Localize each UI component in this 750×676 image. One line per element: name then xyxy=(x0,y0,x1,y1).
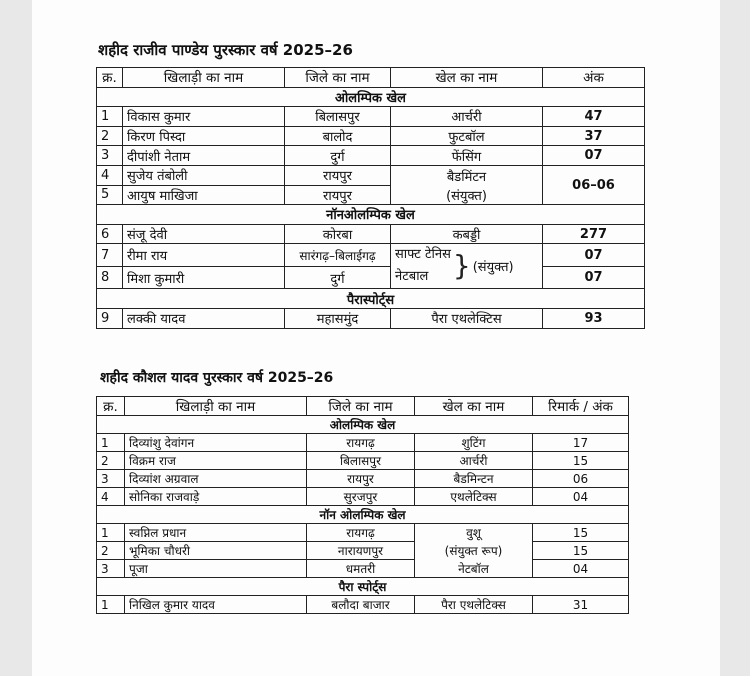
header-row xyxy=(97,397,629,416)
row-sport: बैडमिंटन xyxy=(391,165,543,185)
row-name: दिव्यांश अग्रवाल xyxy=(125,470,307,488)
row-district: धमतरी xyxy=(307,560,415,578)
col-header-name: खिलाड़ी का नाम xyxy=(123,68,285,88)
row-sn: 1 xyxy=(97,596,125,614)
row-sn: 1 xyxy=(97,434,125,452)
row-name: निखिल कुमार यादव xyxy=(125,596,307,614)
row-sn: 1 xyxy=(97,107,123,127)
row-sport: नेटबॉल xyxy=(415,560,533,578)
section-olympic: ओलम्पिक खेल xyxy=(97,87,645,107)
row-sport: वुशू xyxy=(415,524,533,542)
col-header-sn: क्र. xyxy=(97,68,123,88)
award1-title: शहीद राजीव पाण्डेय पुरस्कार वर्ष 2025–26 xyxy=(98,41,353,59)
row-name: सुजेय तंबोली xyxy=(123,165,285,185)
row-district: रायपुर xyxy=(285,165,391,185)
row-sn: 4 xyxy=(97,165,123,185)
row-score: 93 xyxy=(543,308,645,328)
row-name: दिव्यांशु देवांगन xyxy=(125,434,307,452)
row-score: 15 xyxy=(533,452,629,470)
row-sn: 2 xyxy=(97,452,125,470)
row-sport: आर्चरी xyxy=(391,107,543,127)
row-name: पूजा xyxy=(125,560,307,578)
row-name: सोनिका राजवाड़े xyxy=(125,488,307,506)
table-row xyxy=(97,524,629,542)
row-name: भूमिका चौधरी xyxy=(125,542,307,560)
row-name: दीपांशी नेताम xyxy=(123,146,285,166)
row-score: 31 xyxy=(533,596,629,614)
row-district: रायगढ़ xyxy=(307,434,415,452)
section-non-olympic: नॉनओलम्पिक खेल xyxy=(97,205,645,225)
section-non-olympic: नॉन ओलम्पिक खेल xyxy=(97,506,629,524)
row-sport: कबड्डी xyxy=(391,224,543,244)
table-row xyxy=(97,224,645,244)
row-sn: 6 xyxy=(97,224,123,244)
row-score: 277 xyxy=(543,224,645,244)
row-sport: (संयुक्त) xyxy=(391,185,543,205)
table-row xyxy=(97,560,629,578)
table-row xyxy=(97,146,645,166)
table-row xyxy=(97,452,629,470)
table-row xyxy=(97,542,629,560)
row-sn: 3 xyxy=(97,470,125,488)
joint-sport-cell xyxy=(391,244,543,289)
row-district: बिलासपुर xyxy=(285,107,391,127)
award1-table xyxy=(96,67,645,329)
section-para: पैरा स्पोर्ट्स xyxy=(97,578,629,596)
brace-icon: } xyxy=(452,249,471,283)
row-district: नारायणपुर xyxy=(307,542,415,560)
row-name: स्वप्निल प्रधान xyxy=(125,524,307,542)
row-sport: पैरा एथलेटिक्स xyxy=(415,596,533,614)
table-row xyxy=(97,107,645,127)
row-district: रायगढ़ xyxy=(307,524,415,542)
table-row xyxy=(97,488,629,506)
col-header-sport: खेल का नाम xyxy=(391,68,543,88)
col-header-name: खिलाड़ी का नाम xyxy=(125,397,307,416)
row-sport: फेंसिंग xyxy=(391,146,543,166)
row-district: सारंगढ़–बिलाईगढ़ xyxy=(285,244,391,267)
table-row xyxy=(97,266,645,289)
row-sn: 7 xyxy=(97,244,123,267)
row-name: लक्की यादव xyxy=(123,308,285,328)
row-district: दुर्ग xyxy=(285,146,391,166)
row-district: महासमुंद xyxy=(285,308,391,328)
award2-title: शहीद कौशल यादव पुरस्कार वर्ष 2025–26 xyxy=(100,370,334,386)
row-name: रीमा राय xyxy=(123,244,285,267)
row-score: 07 xyxy=(543,146,645,166)
table-row xyxy=(97,126,645,146)
table-row xyxy=(97,308,645,328)
table-row xyxy=(97,434,629,452)
table-row xyxy=(97,596,629,614)
row-district: बालोद xyxy=(285,126,391,146)
row-sport: नेटबाल xyxy=(395,269,429,285)
row-sn: 2 xyxy=(97,542,125,560)
row-score: 15 xyxy=(533,542,629,560)
row-sn: 4 xyxy=(97,488,125,506)
row-district: सुरजपुर xyxy=(307,488,415,506)
row-district: रायपुर xyxy=(307,470,415,488)
award2-table xyxy=(96,396,629,614)
section-olympic: ओलम्पिक खेल xyxy=(97,416,629,434)
row-name: संजू देवी xyxy=(123,224,285,244)
table-row xyxy=(97,165,645,185)
row-district: रायपुर xyxy=(285,185,391,205)
row-score: 17 xyxy=(533,434,629,452)
row-score-joint: 06–06 xyxy=(543,165,645,204)
row-name: मिशा कुमारी xyxy=(123,266,285,289)
row-sport: फुटबॉल xyxy=(391,126,543,146)
col-header-district: जिले का नाम xyxy=(307,397,415,416)
col-header-sport: खेल का नाम xyxy=(415,397,533,416)
section-para: पैरास्पोर्ट्स xyxy=(97,289,645,309)
row-district: बिलासपुर xyxy=(307,452,415,470)
row-score: 06 xyxy=(533,470,629,488)
row-score: 37 xyxy=(543,126,645,146)
row-sport: एथलेटिक्स xyxy=(415,488,533,506)
row-sn: 2 xyxy=(97,126,123,146)
row-sport: (संयुक्त रूप) xyxy=(415,542,533,560)
row-district: दुर्ग xyxy=(285,266,391,289)
col-header-score: अंक xyxy=(543,68,645,88)
row-score: 04 xyxy=(533,488,629,506)
row-score: 15 xyxy=(533,524,629,542)
row-score: 04 xyxy=(533,560,629,578)
row-name: विकास कुमार xyxy=(123,107,285,127)
joint-label: (संयुक्त) xyxy=(472,260,514,276)
row-sport: आर्चरी xyxy=(415,452,533,470)
row-sn: 5 xyxy=(97,185,123,205)
row-score: 07 xyxy=(543,266,645,289)
row-score: 47 xyxy=(543,107,645,127)
header-row xyxy=(97,68,645,88)
col-header-score: रिमार्क / अंक xyxy=(533,397,629,416)
row-district: बलौदा बाजार xyxy=(307,596,415,614)
row-score: 07 xyxy=(543,244,645,267)
row-sport: पैरा एथलेक्टिस xyxy=(391,308,543,328)
row-sn: 3 xyxy=(97,146,123,166)
col-header-district: जिले का नाम xyxy=(285,68,391,88)
row-sport: बैडमिन्टन xyxy=(415,470,533,488)
table-row xyxy=(97,244,645,267)
row-sn: 8 xyxy=(97,266,123,289)
col-header-sn: क्र. xyxy=(97,397,125,416)
row-sport: साफ्ट टेनिस xyxy=(395,247,451,263)
row-sn: 9 xyxy=(97,308,123,328)
row-district: कोरबा xyxy=(285,224,391,244)
table-row xyxy=(97,470,629,488)
row-sn: 3 xyxy=(97,560,125,578)
row-sport: शुटिंग xyxy=(415,434,533,452)
row-sn: 1 xyxy=(97,524,125,542)
row-name: किरण पिस्दा xyxy=(123,126,285,146)
row-name: विक्रम राज xyxy=(125,452,307,470)
row-name: आयुष माखिजा xyxy=(123,185,285,205)
